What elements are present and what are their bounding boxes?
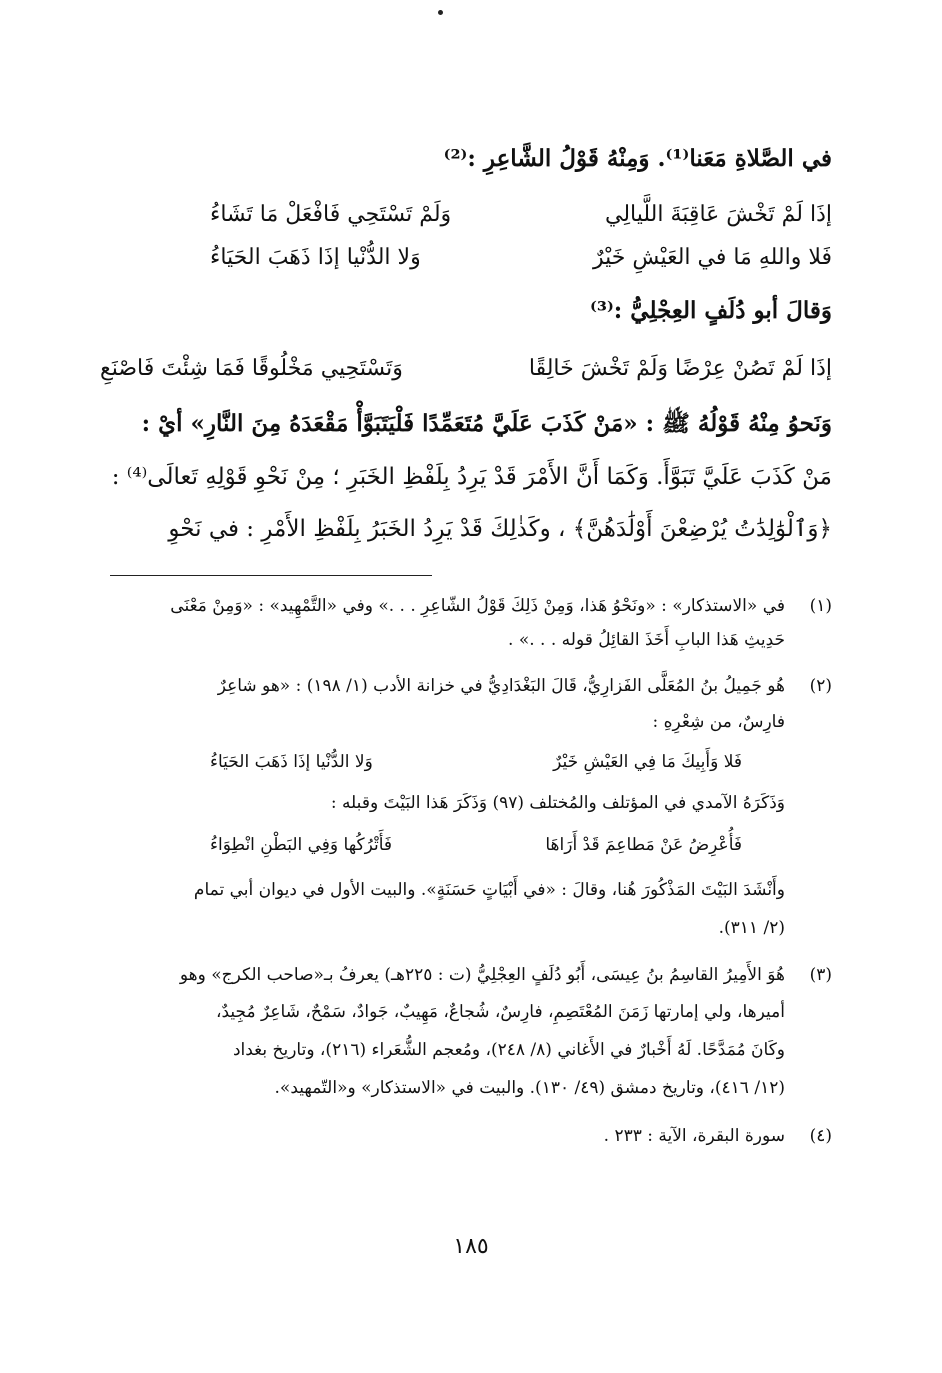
verse-3-hemistich-left: وَتَسْتَحِيي مَخْلُوقًا فَمَا شِئْتَ فَاصْنَعِ	[100, 356, 403, 381]
verse-2-hemistich-right: فَلا واللهِ مَا في العَيْشِ خَيْرٌ	[593, 245, 832, 270]
footnote-1-line-1: في «الاستذكار» : «ونَحْوُ هَذا، وَمِنْ ذَلِكَ قَوْلُ الشّاعِرِ . . .» وفي «التَّمْهِيد» : «وَمِنْ مَعْنَى	[170, 596, 785, 616]
footnote-2-line-1: هُو جَمِيلُ بنُ المُعَلَّى الفَزارِيُّ، قَالَ البَغْدَادِيُّ في خزانة الأدب (١/ ١٩٨) : «هو شاعِرٌ	[217, 676, 785, 696]
verse-3-hemistich-right: إذَا لَمْ تَصُنْ عِرْضًا وَلَمْ تَخْشَ خَالِقًا	[528, 356, 832, 381]
footnote-2-verse-1-right: فَلا وَأَبِيكَ مَا فِي العَيْشِ خَيْرٌ	[553, 752, 742, 772]
footnote-2-number: (٢)	[809, 676, 832, 696]
footnote-3-line-4: (١٢/ ٤١٦)، وتاريخ دمشق (٤٩/ ١٣٠). والبيت في «الاستذكار» و«التّمهيد».	[274, 1078, 785, 1098]
footnote-4-line-1: سورة البقرة، الآية : ٢٣٣ .	[603, 1126, 785, 1146]
footnote-3-line-2: أميرها، ولي إمارتها زَمَنَ المُعْتَصِمِ، فارِسٌ، شُجاعٌ، مَهِيبٌ، جَوادٌ، سَمْحٌ، شَاعِرٌ مُجِيدٌ،	[215, 1002, 785, 1022]
footnote-3-line-3: وكَانَ مُمَدَّحًا. لَهُ أَخْبارٌ في الأَغاني (٨/ ٢٤٨)، ومُعجم الشُّعَراء (٢١٦)، وتاريخ بغداد	[232, 1040, 785, 1060]
footnote-2-verse-1-left: وَلا الدُّنْيا إذَا ذَهَبَ الحَيَاءُ	[210, 752, 373, 772]
footnote-3-number: (٣)	[809, 965, 832, 985]
page-number: ١٨٥	[453, 1234, 489, 1259]
top-dot	[438, 10, 443, 15]
main-line-2: وَقالَ أبو دُلَفٍ العِجْلِيُّ :⁽³⁾	[590, 297, 832, 324]
footnote-2-verse-2-left: فَأَتْرُكُها وَفِي البَطْنِ انْطِوَاءُ	[210, 835, 393, 855]
verse-2-hemistich-left: وَلا الدُّنْيا إذَا ذَهَبَ الحَيَاءُ	[210, 245, 421, 270]
main-line-3: وَنَحوُ مِنْهُ قَوْلُهُ ﷺ : «مَنْ كَذَبَ عَلَيَّ مُتَعَمِّدًا فَلْيَتَبَوَّأْ مَقْعَدَهُ مِنَ النَّارِ» أيْ :	[141, 410, 832, 437]
verse-1-hemistich-left: وَلَمْ تَسْتَحِي فَافْعَلْ مَا تَشَاءُ	[210, 202, 452, 227]
footnote-2-end-line-2: (٢/ ٣١١).	[718, 918, 785, 938]
footnote-2-verse-2-right: فَأُعْرِضُ عَنْ مَطاعِمَ قَدْ أَرَاهَا	[545, 835, 742, 855]
main-line-1: في الصَّلاةِ مَعَنا⁽¹⁾. وَمِنْهُ قَوْلُ الشَّاعِرِ :⁽²⁾	[443, 145, 832, 172]
main-line-5: ﴿وَٱلْوَٰلِدَٰتُ يُرْضِعْنَ أَوْلَٰدَهُنَّ﴾ ، وكَذٰلِكَ قَدْ يَرِدُ الخَبَرُ بِلَفْظِ الأَمْرِ : في نَحْوِ	[168, 516, 832, 542]
footnote-4-number: (٤)	[809, 1126, 832, 1146]
footnote-2-mid: وَذَكَرَهُ الآمدي في المؤتلف والمُختلف (٩٧) وَذَكَرَ هَذا البَيْتَ وقبله :	[330, 793, 785, 813]
footnote-2-end-line-1: وأَنْشَدَ البَيْتَ المَذْكُورَ هُنا، وقالَ : «في أَبْيَاتٍ حَسَنَةٍ». والبيت الأول في ديوان أبي تمام	[193, 880, 785, 900]
footnote-1-number: (١)	[809, 596, 832, 616]
footnote-1-line-2: حَدِيثِ هَذا البابِ أَخَذَ القائِلُ قوله . . .» .	[508, 630, 785, 650]
main-line-4: مَنْ كَذَبَ عَلَيَّ تَبَوَّأَ. وَكَمَا أَنَّ الأَمْرَ قَدْ يَرِدُ بِلَفْظِ الخَبَرِ ؛ مِنْ نَحْوِ قَوْلِهِ تَعالَى⁽⁴⁾ :	[111, 464, 832, 490]
footnote-separator	[110, 575, 432, 576]
footnote-3-line-1: هُوَ الأَمِيرُ القاسِمُ بنُ عِيسَى، أَبُو دُلَفٍ العِجْلِيُّ (ت : ٢٢٥هـ) يعرفُ بـ«صاحب الكرج» وهو	[179, 965, 785, 985]
footnote-2-line-2: فارِسٌ، من شِعْرِهِ :	[652, 712, 785, 732]
verse-1-hemistich-right: إذَا لَمْ تَخْشَ عَاقِبَةَ اللَّيالِي	[605, 202, 832, 227]
